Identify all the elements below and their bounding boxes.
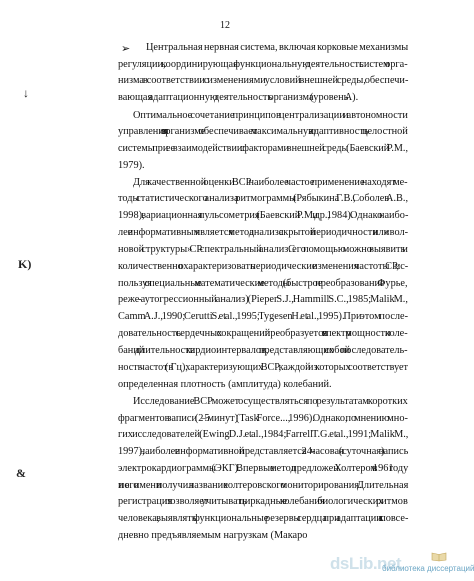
- text-line: ность частот (в Гц), характеризующих ВСР, каждой из которых соответствует: [118, 362, 408, 373]
- book-icon: [431, 551, 447, 561]
- text-line: 1997), наиболее информативной представляется 24- часовая (суточная) запись: [118, 446, 409, 457]
- text-line: и по его имени получил название холтеровского мониторирования. Длительная: [118, 480, 409, 491]
- text-line: регуляции, координирующая функциональную деятельность систем орга-: [118, 59, 408, 70]
- watermark-logo: dsLib.net: [330, 554, 402, 573]
- text-line: Центральная нервная система, включая корковые механизмы: [146, 42, 409, 53]
- margin-mark: &: [16, 466, 26, 480]
- text-line: Для качественной оценки ВСР наиболее частое применение находят ме-: [133, 177, 408, 188]
- text-line: управления в организме обеспечивает максимальную адаптивность целостной: [118, 126, 408, 137]
- text-line: новой структуры» СР - спектральный анализ. С его помощью можно выявить и: [118, 244, 408, 255]
- text-line: регистрация позволяет учитывать циркадные колебания биологических ритмов: [118, 496, 408, 507]
- text-line: определенная плотность (амплитуда) колебаний.: [118, 379, 332, 390]
- text-line: 1998), вариационная пульсометрия (Баевский Р.М. и др., 1984). Однако наибо-: [118, 210, 409, 221]
- text-line: количественно охарактеризовать периодические изменения частоты СР, ис-: [118, 261, 409, 272]
- text-line: гих исследователей (Ewing D.J. et al., 1984; Farrell T.G. et al., 1991; Malik M.,: [118, 429, 409, 440]
- watermark: [330, 548, 474, 580]
- text-line: фрагментов записи (2 – 5 минут) (Task Force..., 1996). Однако, по мнению мно-: [118, 413, 408, 424]
- page-number: 12: [220, 20, 230, 31]
- text-line: лее информативным является метод анализа скрытой периодичности или «вол-: [118, 227, 409, 238]
- watermark-text: библиотека диссертаций: [382, 564, 474, 573]
- text-line: дневно предъявляемым нагрузкам (Макаро: [118, 530, 308, 541]
- text-line: электрокардиограммы (ЭКГ). Впервые метод предложен Холтером в 1961 году: [118, 463, 409, 474]
- text-line: вающая адаптационную деятельность организма (уровень А).: [118, 92, 359, 103]
- text-line: Исследование ВСР может осуществляться по результатам коротких: [133, 396, 408, 407]
- text-line: баний длительности кардиоинтервалов, представляющих собой последователь-: [118, 345, 408, 356]
- text-line: низма в соответствии с изменениями условий внешней среды, обеспечи-: [118, 75, 409, 86]
- text-line: пользуя специальные математические методы (быстрое преобразование Фурье,: [118, 278, 408, 289]
- bullet-arrow-icon: ➢: [121, 43, 131, 55]
- margin-mark: K): [18, 257, 32, 271]
- text-line: 1979).: [118, 160, 145, 171]
- text-line: Оптимальное сочетание принципов централизации и автономности: [133, 110, 408, 121]
- text-line: Camm A.J., 1990; Cerutti S. et al., 1995; Tygesen H. et al., 1995). При этом после-: [118, 311, 409, 322]
- margin-mark: ↓: [23, 86, 29, 100]
- text-line: человека, выявлять функциональные резервы сердца при адаптации к повсе-: [118, 513, 409, 524]
- text-line: реже - аутогрессионный анализ) (Pieper S.J., Hammill S.C., 1985; Malik M.,: [118, 294, 408, 305]
- text-line: тоды статистического анализа ритмограммы (Рябыкина Г.В., Соболев А.В.,: [118, 193, 409, 204]
- text-line: системы при ее взаимодействии с факторами внешней среды (Баевский Р.М.,: [118, 143, 408, 154]
- text-line: довательность сердечных сокращений преобразуется в спектр мощности коле-: [118, 328, 408, 339]
